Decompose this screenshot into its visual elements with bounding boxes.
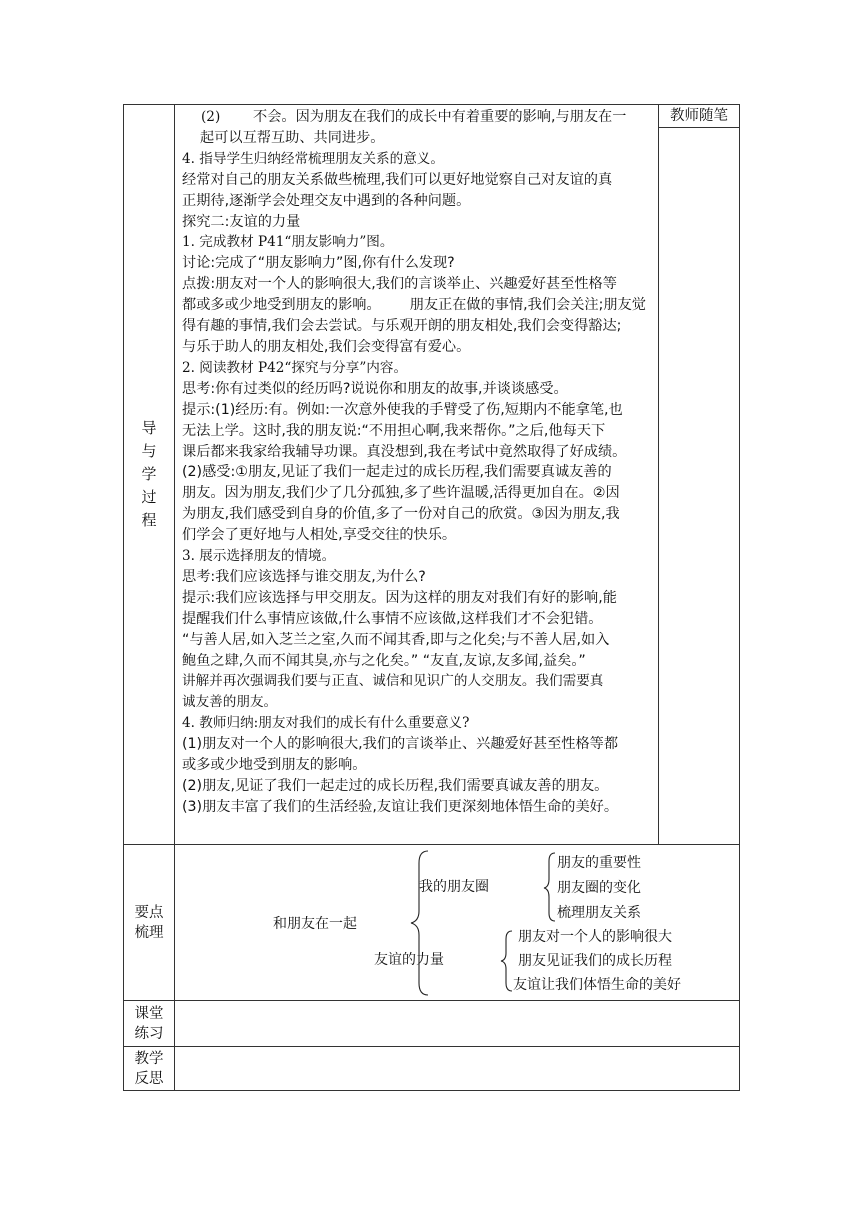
outline-label: 要点 梳理 [134, 904, 164, 941]
paragraph: 无法上学。这时,我的朋友说:“不用担心啊,我来帮你。”之后,他每天下 [182, 422, 606, 439]
outline-row [124, 845, 740, 1001]
paragraph: 讨论:完成了“朋友影响力”图,你有什么发现? [182, 255, 455, 272]
paragraph: 思考:你有过类似的经历吗?说说你和朋友的故事,并谈谈感受。 [182, 380, 568, 397]
paragraph: (1)朋友对一个人的影响很大,我们的言谈举止、兴趣爱好甚至性格等都 [182, 736, 619, 753]
knowledge-outline [175, 845, 739, 1000]
paragraph: 课后都来我家给我辅导功课。真没想到,我在考试中竟然取得了好成绩。 [182, 443, 627, 460]
quote: 鲍鱼之肆,久而不闻其臭,亦与之化矣。” “友直,友谅,友多闻,益矣。” [182, 652, 586, 669]
quote: “与善人居,如入芝兰之室,久而不闻其香,即与之化矣;与不善人居,如入 [182, 631, 610, 648]
outline-leaf: 朋友对一个人的影响很大 [518, 929, 672, 945]
paragraph: 提醒我们什么事情应该做,什么事情不应该做,这样我们才不会犯错。 [182, 610, 603, 627]
paragraph: 与乐于助人的朋友相处,我们会变得富有爱心。 [182, 338, 471, 355]
outline-leaf: 梳理朋友关系 [557, 905, 641, 921]
paragraph: (2)感受:①朋友,见证了我们一起走过的成长历程,我们需要真诚友善的 [182, 464, 612, 481]
process-label-cell [124, 105, 175, 845]
paragraph: 经常对自己的朋友关系做些梳理,我们可以更好地觉察自己对友谊的真 [182, 171, 613, 188]
lesson-plan-table [123, 104, 740, 1091]
outline-leaf: 朋友圈的变化 [557, 880, 641, 896]
outline-branch: 我的朋友圈 [419, 879, 489, 895]
outline-root: 和朋友在一起 [273, 916, 357, 932]
process-label-char: 导 [141, 419, 157, 437]
practice-row [124, 1001, 740, 1047]
teacher-notes-cell [659, 105, 740, 845]
step-heading: 4. 教师归纳:朋友对我们的成长有什么重要意义? [182, 715, 470, 732]
paragraph: 诚友善的朋友。 [182, 694, 278, 711]
paragraph: 思考:我们应该选择与谁交朋友,为什么? [182, 568, 426, 585]
paragraph: 朋友。因为朋友,我们少了几分孤独,多了些许温暖,活得更加自在。②因 [182, 485, 620, 502]
outline-leaf: 朋友见证我们的成长历程 [518, 953, 672, 969]
paragraph: 得有趣的事情,我们会去尝试。与乐观开朗的朋友相处,我们会变得豁达; [182, 318, 622, 335]
paragraph: 提示:(1)经历:有。例如:一次意外使我的手臂受了伤,短期内不能拿笔,也 [182, 401, 623, 418]
item-number: (2) [201, 109, 221, 125]
paragraph: (2) 不会。因为朋友在我们的成长中有着重要的影响,与朋友在一 [182, 107, 652, 128]
process-row [124, 105, 740, 845]
reflection-content-cell [175, 1047, 740, 1091]
paragraph: 提示:我们应该选择与甲交朋友。因为这样的朋友对我们有好的影响,能 [182, 589, 617, 606]
process-label-char: 学 [141, 465, 157, 483]
step-heading: 1. 完成教材 P41“朋友影响力”图。 [182, 234, 394, 251]
step-heading: 3. 展示选择朋友的情境。 [182, 548, 336, 565]
root-brace [411, 851, 428, 995]
practice-content-cell [175, 1001, 740, 1047]
paragraph: 都或多或少地受到朋友的影响。 朋友正在做的事情,我们会关注;朋友觉 [182, 297, 646, 314]
reflection-row [124, 1047, 740, 1091]
reflection-label-cell [124, 1047, 175, 1091]
process-label [124, 417, 174, 532]
outline-content-cell [175, 845, 740, 1001]
teacher-notes-header: 教师随笔 [659, 105, 739, 128]
practice-label: 课堂 练习 [134, 1005, 164, 1042]
paragraph: 或多或少地受到朋友的影响。 [182, 757, 367, 774]
practice-label-cell [124, 1001, 175, 1047]
paragraph: (2)朋友,见证了我们一起走过的成长历程,我们需要真诚友善的朋友。 [182, 778, 609, 794]
outline-leaf: 友谊让我们体悟生命的美好 [513, 977, 681, 993]
process-content-cell [175, 105, 659, 845]
process-content [175, 105, 658, 820]
paragraph: 正期待,逐渐学会处理交友中遇到的各种问题。 [182, 192, 471, 209]
section-heading: 探究二:友谊的力量 [182, 213, 301, 230]
outline-label-cell [124, 845, 175, 1001]
paragraph: (3)朋友丰富了我们的生活经验,友谊让我们更深刻地体悟生命的美好。 [182, 798, 619, 815]
step-heading: 4. 指导学生归纳经常梳理朋友关系的意义。 [182, 150, 444, 167]
reflection-label: 教学 反思 [134, 1050, 164, 1087]
paragraph: 起可以互帮互助、共同进步。 [200, 129, 385, 146]
process-label-char: 过 [141, 488, 157, 506]
step-heading: 2. 阅读教材 P42“探究与分享”内容。 [182, 359, 408, 376]
branch2-brace [501, 931, 512, 991]
process-label-char: 程 [141, 511, 157, 529]
paragraph: 们学会了更好地与人相处,享受交往的快乐。 [182, 527, 457, 544]
outline-leaf: 朋友的重要性 [557, 855, 641, 871]
paragraph: 点拨:朋友对一个人的影响很大,我们的言谈举止、兴趣爱好甚至性格等 [182, 276, 617, 293]
outline-branch: 友谊的力量 [374, 952, 444, 968]
paragraph: 讲解并再次强调我们要与正直、诚信和见识广的人交朋友。我们需要真 [182, 673, 604, 690]
branch1-brace [544, 853, 555, 921]
process-label-char: 与 [141, 442, 157, 460]
paragraph: 为朋友,我们感受到自身的价值,多了一份对自己的欣赏。③因为朋友,我 [182, 506, 620, 523]
